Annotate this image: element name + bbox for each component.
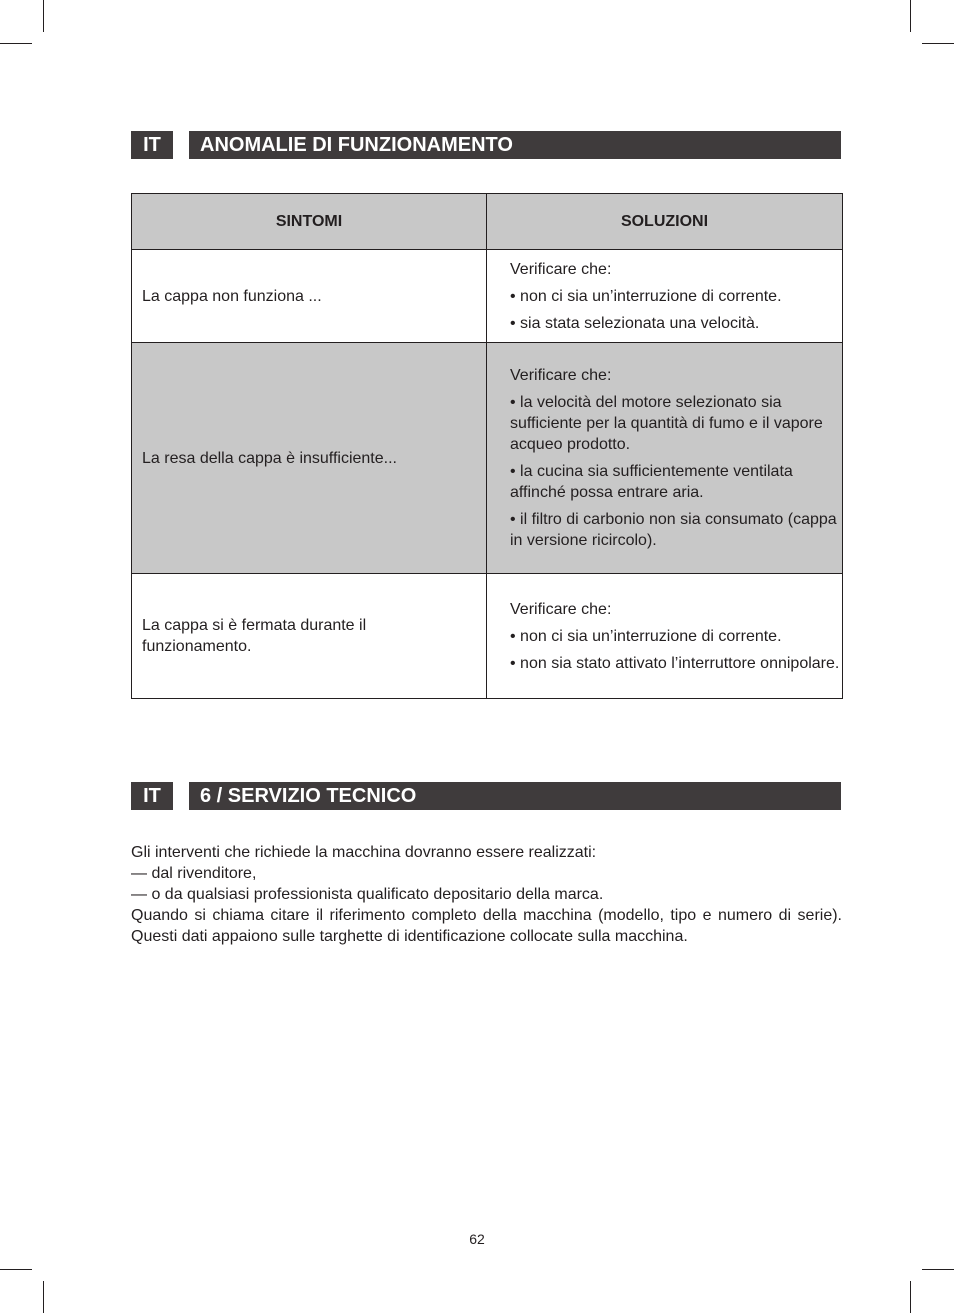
language-tag: IT — [131, 131, 173, 159]
crop-mark — [922, 1269, 954, 1270]
section-title: ANOMALIE DI FUNZIONAMENTO — [189, 131, 841, 159]
service-line: — o da qualsiasi professionista qualificato depositario della marca. — [131, 886, 604, 903]
solution-line: • la velocità del motore selezionato sia sufficiente per la quantità di fumo e il vapore acqueo prodotto. — [510, 394, 823, 453]
crop-mark — [0, 1269, 32, 1270]
solution-line: • sia stata selezionata una velocità. — [510, 314, 760, 332]
solution-line: • non sia stato attivato l’interruttore onnipolare. — [510, 654, 840, 672]
solution-line: • non ci sia un’interruzione di corrente. — [510, 627, 782, 645]
crop-mark — [43, 1281, 44, 1313]
symptom-cell: La resa della cappa è insufficiente... — [132, 343, 487, 574]
section-header-servizio — [131, 782, 841, 810]
table-row — [132, 343, 843, 574]
crop-mark — [910, 0, 911, 32]
solution-line: • la cucina sia sufficientemente ventilata affinché possa entrare aria. — [510, 463, 793, 501]
column-header-soluzioni: SOLUZIONI — [487, 194, 843, 250]
language-tag: IT — [131, 782, 173, 810]
solution-cell — [487, 343, 843, 574]
crop-mark — [0, 43, 32, 44]
solution-line: • il filtro di carbonio non sia consumato (cappa in versione ricircolo). — [510, 511, 837, 549]
table-row — [132, 574, 843, 699]
symptom-cell: La cappa si è fermata durante il funzionamento. — [132, 574, 487, 699]
service-line: Gli interventi che richiede la macchina dovranno essere realizzati: — [131, 844, 597, 861]
solution-line: Verificare che: — [510, 367, 612, 384]
section-header-anomalie — [131, 131, 841, 159]
section-title: 6 / SERVIZIO TECNICO — [189, 782, 841, 810]
crop-mark — [43, 0, 44, 32]
solution-cell — [487, 574, 843, 699]
service-text — [131, 842, 842, 947]
crop-mark — [922, 43, 954, 44]
crop-mark — [910, 1281, 911, 1313]
troubleshooting-table — [131, 193, 843, 699]
table-header-row — [132, 194, 843, 250]
solution-line: • non ci sia un’interruzione di corrente. — [510, 287, 782, 305]
page-number: 62 — [469, 1231, 485, 1247]
symptom-cell: La cappa non funziona ... — [132, 250, 487, 343]
service-line: — dal rivenditore, — [131, 865, 257, 882]
solution-line: Verificare che: — [510, 600, 612, 618]
solution-cell — [487, 250, 843, 343]
table-row — [132, 250, 843, 343]
service-line: Quando si chiama citare il riferimento completo della macchina (modello, tipo e numero di serie). Questi dati appaiono sulle targhette di identificazione collocate sulla macchina. — [131, 907, 842, 945]
column-header-sintomi: SINTOMI — [132, 194, 487, 250]
solution-line: Verificare che: — [510, 260, 612, 278]
